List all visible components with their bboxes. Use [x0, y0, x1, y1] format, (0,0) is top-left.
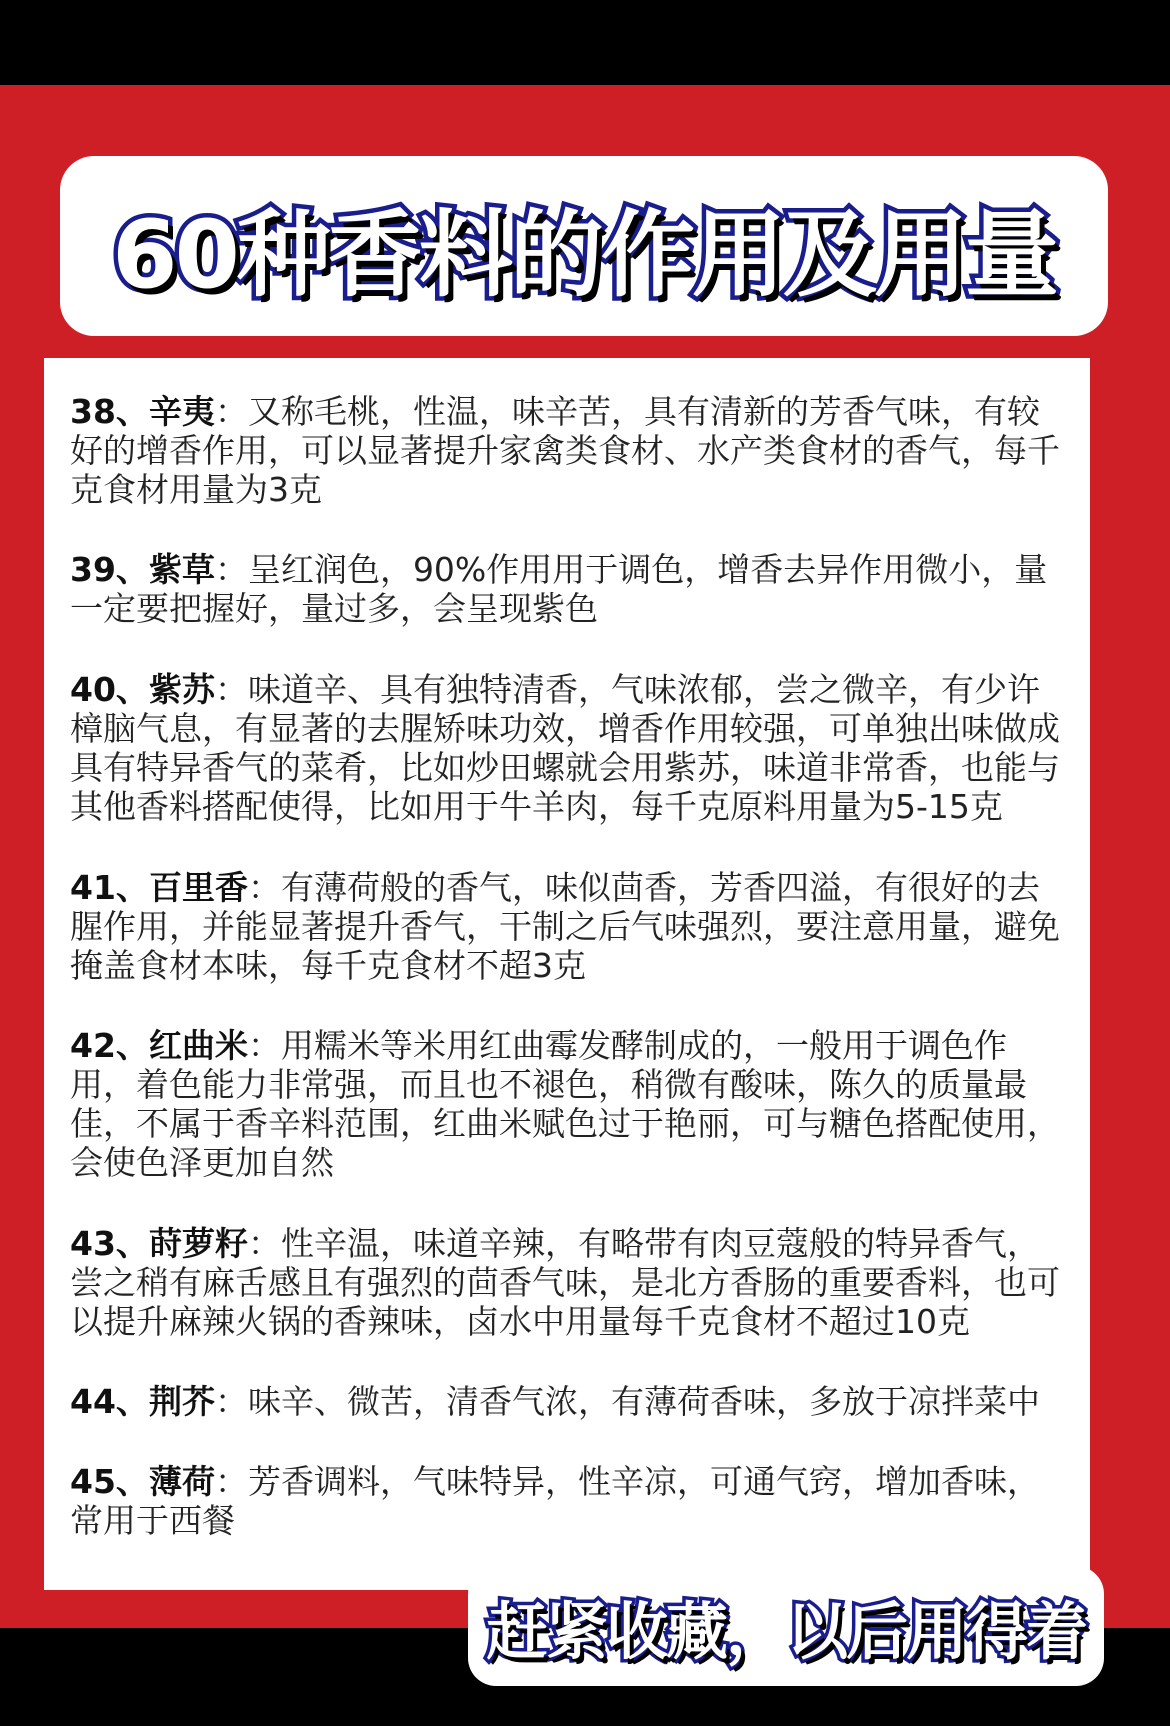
entry-number: 41、 [70, 868, 149, 907]
entry-name: 紫草 [148, 550, 215, 589]
entry-name: 百里香 [148, 868, 248, 907]
entry-text: 用糯米等米用红曲霉发酵制成的，一般用于调色作用，着色能力非常强，而且也不褪色，稍微有酸味，陈久的质量最佳，不属于香辛料范围，红曲米赋色过于艳丽，可与糖色搭配使用，会使色泽更加自然 [70, 1026, 1060, 1182]
title-banner [60, 156, 1108, 336]
entry-text: 芳香调料，气味特异，性辛凉，可通气窍，增加香味，常用于西餐 [70, 1462, 1040, 1540]
entry-text: 呈红润色，90%作用用于调色，增香去异作用微小，量一定要把握好，量过多，会呈现紫色 [70, 550, 1048, 628]
page-title: 60种香料的作用及用量 [112, 200, 1056, 310]
spice-entry-38 [70, 392, 1070, 509]
entry-name: 薄荷 [148, 1462, 215, 1501]
spice-entry-41 [70, 868, 1070, 985]
content-card [44, 358, 1090, 1590]
spice-entry-39 [70, 550, 1070, 628]
entry-text: 有薄荷般的香气，味似茴香，芳香四溢，有很好的去腥作用，并能显著提升香气，干制之后气味强烈，要注意用量，避免掩盖食材本味，每千克食材不超3克 [70, 868, 1060, 985]
entry-number: 43、 [70, 1224, 149, 1263]
entry-separator: ： [214, 1382, 248, 1421]
entry-name: 红曲米 [148, 1026, 248, 1065]
entry-text: 味辛、微苦，清香气浓，有薄荷香味，多放于凉拌菜中 [247, 1382, 1040, 1421]
entry-separator: ： [247, 868, 281, 907]
entry-number: 45、 [70, 1462, 149, 1501]
entry-number: 40、 [70, 670, 149, 709]
entry-text: 又称毛桃，性温，味辛苦，具有清新的芳香气味，有较好的增香作用，可以显著提升家禽类食材、水产类食材的香气，每千克食材用量为3克 [70, 392, 1060, 509]
entry-number: 42、 [70, 1026, 149, 1065]
spice-entry-44 [70, 1382, 1070, 1421]
footer-banner [468, 1566, 1104, 1686]
entry-name: 紫苏 [148, 670, 215, 709]
entry-number: 44、 [70, 1382, 149, 1421]
entry-separator: ： [214, 670, 248, 709]
entry-separator: ： [247, 1224, 281, 1263]
entry-number: 38、 [70, 392, 149, 431]
entry-name: 辛夷 [148, 392, 215, 431]
spice-entry-43 [70, 1224, 1070, 1341]
entry-name: 荆芥 [148, 1382, 215, 1421]
entry-separator: ： [214, 550, 248, 589]
entry-text: 性辛温，味道辛辣，有略带有肉豆蔻般的特异香气，尝之稍有麻舌感且有强烈的茴香气味，是北方香肠的重要香料，也可以提升麻辣火锅的香辣味，卤水中用量每千克食材不超过10克 [70, 1224, 1060, 1341]
footer-slogan: 赶紧收藏，以后用得着 [485, 1594, 1086, 1668]
entry-number: 39、 [70, 550, 149, 589]
entry-separator: ： [247, 1026, 281, 1065]
entry-separator: ： [214, 392, 248, 431]
entry-separator: ： [214, 1462, 248, 1501]
spice-entry-42 [70, 1026, 1070, 1182]
entry-name: 莳萝籽 [148, 1224, 248, 1263]
spice-entry-45 [70, 1462, 1070, 1540]
entry-text: 味道辛、具有独特清香，气味浓郁，尝之微辛，有少许樟脑气息，有显著的去腥矫味功效，增香作用较强，可单独出味做成具有特异香气的菜肴，比如炒田螺就会用紫苏，味道非常香，也能与其他香料搭配使得，比如用于牛羊肉，每千克原料用量为5-15克 [70, 670, 1060, 826]
spice-entry-40 [70, 670, 1070, 826]
